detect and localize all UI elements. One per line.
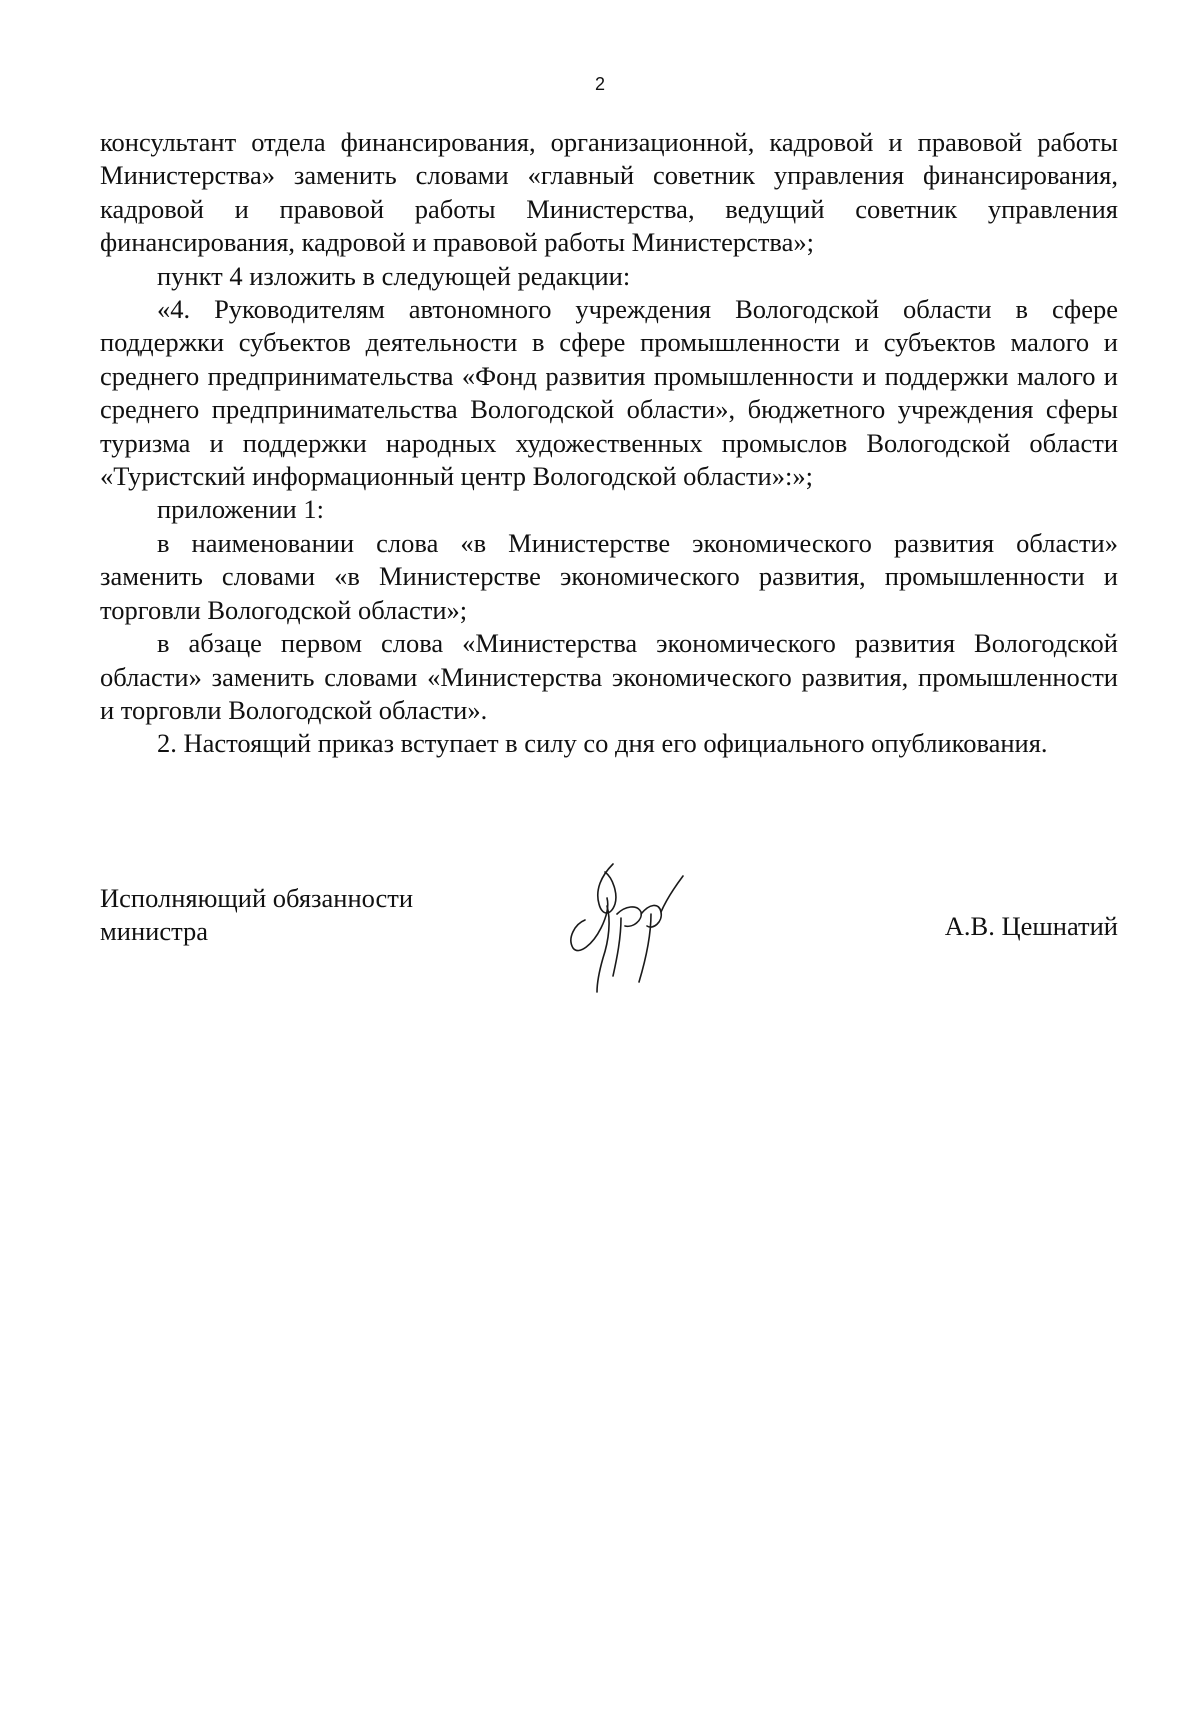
paragraph: пункт 4 изложить в следующей редакции: xyxy=(157,260,631,291)
signatory-name: А.В. Цешнатий xyxy=(944,911,1118,941)
paragraph: 2. Настоящий приказ вступает в силу со дня его официального опубликования. xyxy=(157,728,1048,759)
signatory-position-line: министра xyxy=(100,916,208,946)
paragraph: «4. Руководителям автономного учреждения Вологодской области в сфере поддержки субъектов деятельности в сфере промышленности и субъектов малого и среднего предпринимательства «Фонд развития промышленности и поддержки малого и среднего предпринимательства Вологодской области», бюджетного учреждения сферы туризма и поддержки народных художественных промыслов Вологодской области «Туристский информационный центр Вологодской области»:»; xyxy=(100,294,1118,492)
handwritten-signature xyxy=(555,858,705,1008)
paragraph: в наименовании слова «в Министерстве экономического развития области» заменить словами «в Министерстве экономического развития, промышленности и торговли Вологодской области»; xyxy=(100,527,1118,625)
paragraph: приложении 1: xyxy=(157,494,324,525)
signatory-position xyxy=(100,882,413,948)
paragraph: в абзаце первом слова «Министерства экономического развития Вологодской области» заменить словами «Министерства экономического развития, промышленности и торговли Вологодской области». xyxy=(100,628,1118,725)
page-number: 2 xyxy=(594,74,605,94)
paragraph: консультант отдела финансирования, организационной, кадровой и правовой работы Министерства» заменить словами «главный советник управления финансирования, кадровой и правовой работы Министерства, ведущий советник управления финансирования, кадровой и правовой работы Министерства»; xyxy=(100,127,1118,258)
document-body xyxy=(100,126,1118,761)
signatory-position-line: Исполняющий обязанности xyxy=(100,883,414,913)
